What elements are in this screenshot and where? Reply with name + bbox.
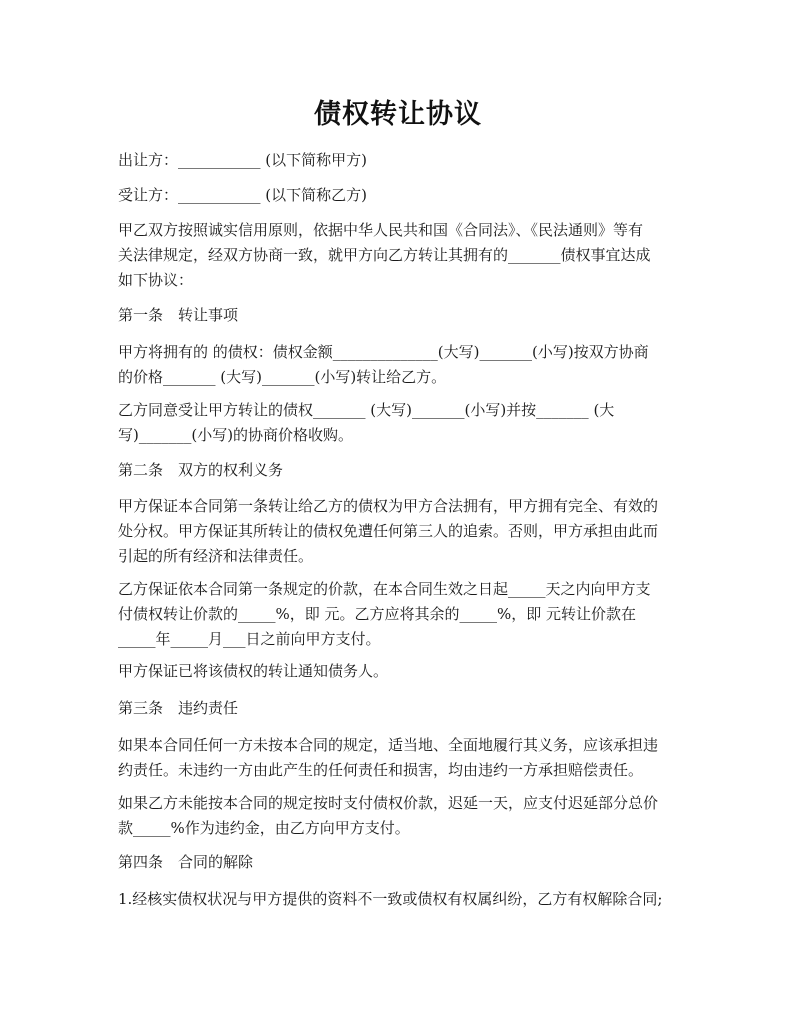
text-line: 甲乙双方按照诚实信用原则，依据中华人民共和国《合同法》、《民法通则》等有 [118,221,644,239]
document-title: 债权转让协议 [314,99,482,130]
text-line: 款_____%作为违约金，由乙方向甲方支付。 [118,819,410,837]
text-line: 乙方保证依本合同第一条规定的价款，在本合同生效之日起_____天之内向甲方支 [118,580,651,598]
article-1-heading [118,303,684,328]
transferor-line [118,148,684,173]
article-4-paragraph-1 [118,887,684,912]
article-3-heading [118,696,684,721]
article-1-paragraph-1 [118,340,684,390]
text-line: 如下协议： [118,271,194,289]
text-line: 甲方保证本合同第一条转让给乙方的债权为甲方合法拥有，甲方拥有完全、有效的 [118,497,659,515]
text-line: 受让方：___________ (以下简称乙方) [118,186,367,204]
text-line: 如果本合同任何一方未按本合同的规定，适当地、全面地履行其义务，应该承担违 [118,736,659,754]
text-line: 出让方：___________ (以下简称甲方) [118,151,367,169]
text-line: 1.经核实债权状况与甲方提供的资料不一致或债权有权属纠纷，乙方有权解除合同; [118,890,663,908]
text-line: 引起的所有经济和法律责任。 [118,547,314,565]
text-line: 处分权。甲方保证其所转让的债权免遭任何第三人的追索。否则，甲方承担由此而 [118,522,659,540]
text-line: 付债权转让价款的_____%，即 元。乙方应将其余的_____%，即 元转让价款在 [118,605,637,623]
article-1-paragraph-2 [118,398,684,448]
text-line: 的价格_______ (大写)_______(小写)转让给乙方。 [118,368,447,386]
text-line: 甲方保证已将该债权的转让通知债务人。 [118,662,389,680]
article-2-heading [118,458,684,483]
text-line: 甲方将拥有的 的债权：债权金额______________(大写)_______(小写)按双方协商 [118,343,649,361]
transferee-line [118,183,684,208]
text-line: 第三条 违约责任 [118,699,239,717]
article-3-paragraph-1 [118,733,684,783]
text-line: 第二条 双方的权利义务 [118,461,284,479]
text-line: _____年_____月___日之前向甲方支付。 [118,630,381,648]
preamble-paragraph [118,218,684,293]
text-line: 关法律规定，经双方协商一致，就甲方向乙方转让其拥有的_______债权事宜达成 [118,246,651,264]
text-line: 第一条 转让事项 [118,306,239,324]
text-line: 第四条 合同的解除 [118,853,254,871]
article-2-paragraph-1 [118,494,684,569]
text-line: 写)_______(小写)的协商价格收购。 [118,426,354,444]
article-4-heading [118,850,684,875]
article-3-paragraph-2 [118,791,684,841]
text-line: 乙方同意受让甲方转让的债权_______ (大写)_______(小写)并按_______ (大 [118,401,615,419]
text-line: 如果乙方未能按本合同的规定按时支付债权价款，迟延一天，应支付迟延部分总价 [118,794,659,812]
article-2-paragraph-3 [118,659,684,684]
text-line: 约责任。未违约一方由此产生的任何责任和损害，均由违约一方承担赔偿责任。 [118,761,644,779]
article-2-paragraph-2 [118,577,684,652]
